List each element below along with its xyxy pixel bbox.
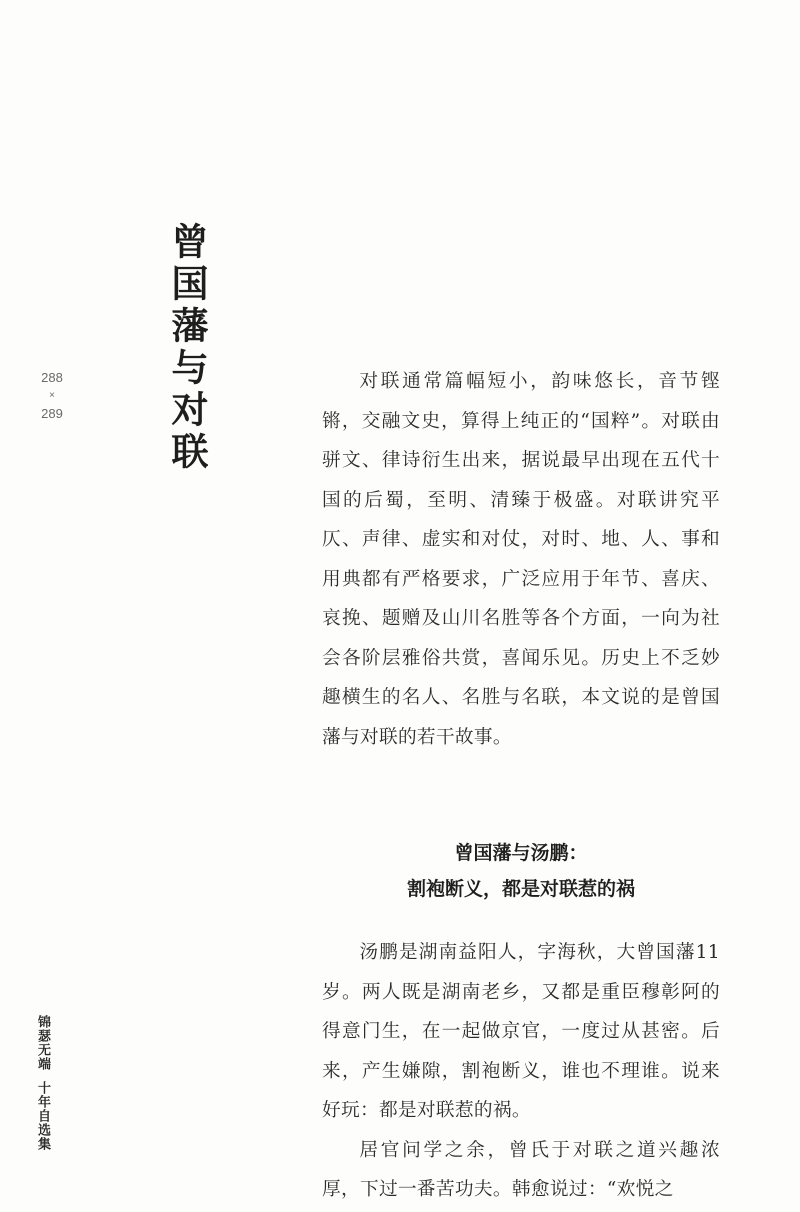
page-title: 曾国藩与对联 [165, 222, 209, 474]
body-paragraph-1: 汤鹏是湖南益阳人，字海秋，大曾国藩11岁。两人既是湖南老乡，又都是重臣穆彰阿的得意门生，在一起做京官，一度过从甚密。后来，产生嫌隙，割袍断义，谁也不理谁。说来好玩：都是对联惹的祸。 [322, 942, 720, 1121]
page-number-separator: × [49, 390, 55, 401]
series-title-part2: 十年自选集 [35, 1081, 50, 1151]
section-heading-line1: 曾国藩与汤鹏： [454, 842, 588, 864]
article-body [322, 362, 720, 1210]
section-heading-line2: 割袍断义，都是对联惹的祸 [406, 878, 635, 900]
page-number-left: 288 [41, 370, 63, 385]
page-numbers [30, 368, 74, 424]
intro-paragraph: 对联通常篇幅短小，韵味悠长，音节铿锵，交融文史，算得上纯正的“国粹”。对联由骈文、律诗衍生出来，据说最早出现在五代十国的后蜀，至明、清臻于极盛。对联讲究平仄、声律、虚实和对仗，对时、地、人、事和用典都有严格要求，广泛应用于年节、喜庆、哀挽、题赠及山川名胜等各个方面，一向为社会各阶层雅俗共赏，喜闻乐见。历史上不乏妙趣横生的名人、名胜与名联，本文说的是曾国藩与对联的若干故事。 [322, 371, 720, 748]
body-paragraph-2: 居官问学之余，曾氏于对联之道兴趣浓厚，下过一番苦功夫。韩愈说过：“欢悦之 [322, 1139, 720, 1200]
page-number-right: 289 [41, 406, 63, 421]
section-heading [322, 835, 720, 907]
series-title [36, 1015, 49, 1151]
series-title-part1: 锦瑟无端 [35, 1015, 50, 1071]
